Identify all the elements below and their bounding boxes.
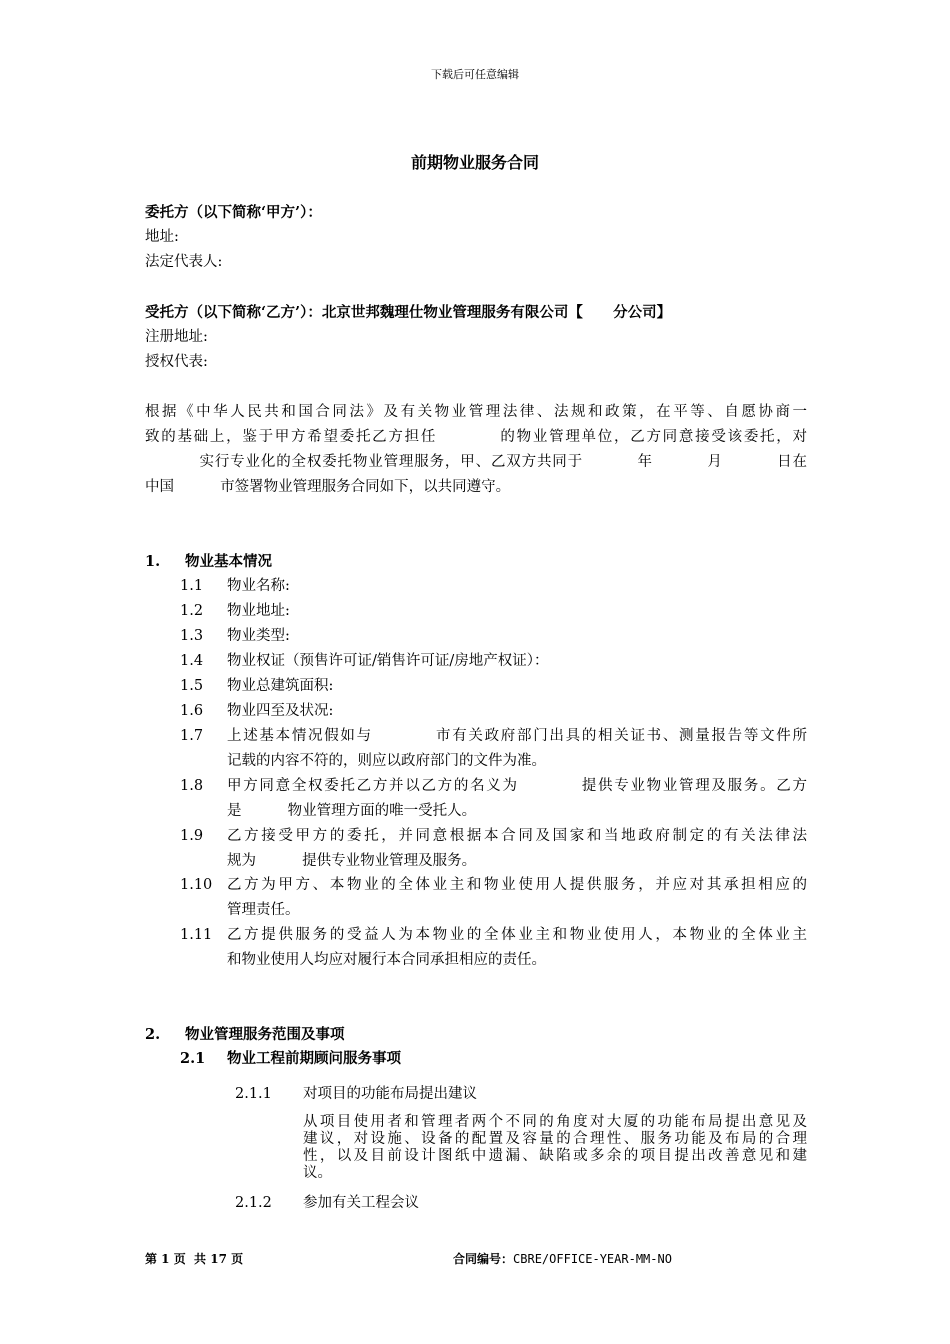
clause-text <box>227 873 807 923</box>
section-2-number: 2. <box>145 1026 161 1043</box>
clause-line: 乙方为甲方、本物业的全体业主和物业使用人提供服务，并应对其承担相应的 <box>227 877 807 893</box>
clause-line: 规为 提供专业物业管理及服务。 <box>227 853 477 869</box>
clause-line: 乙方提供服务的受益人为本物业的全体业主和物业使用人，本物业的全体业主 <box>227 927 807 943</box>
clause-text <box>227 574 807 599</box>
contract-number <box>453 1250 672 1267</box>
clause-number: 1.9 <box>180 828 204 844</box>
party-a-address-label: 地址: <box>145 229 179 245</box>
contract-number-value: CBRE/OFFICE-YEAR-MM-NO <box>513 1252 672 1266</box>
item-body <box>303 1114 807 1182</box>
item-number: 2.1.2 <box>235 1195 272 1211</box>
clause-text <box>227 674 807 699</box>
intro-line: 中国 市签署物业管理服务合同如下，以共同遵守。 <box>145 479 511 495</box>
party-b-heading: 受托方（以下简称‘乙方’）：北京世邦魏理仕物业管理服务有限公司【 分公司】 <box>145 304 672 321</box>
page-header: 下载后可任意编辑 <box>431 68 519 81</box>
party-a-heading: 委托方（以下简称‘甲方’）： <box>145 204 322 221</box>
intro-line: 致的基础上，鉴于甲方希望委托乙方担任 的物业管理单位，乙方同意接受该委托，对 <box>145 429 807 445</box>
item-number: 2.1.1 <box>235 1086 272 1102</box>
clause-line: 物业类型: <box>227 628 290 644</box>
clause-text <box>227 824 807 874</box>
clause-text <box>227 774 807 824</box>
clause-line: 记载的内容不符的，则应以政府部门的文件为准。 <box>227 753 546 769</box>
clause-line: 物业权证（预售许可证/销售许可证/房地产权证）： <box>227 653 549 669</box>
section-1-number: 1. <box>145 553 161 570</box>
clause-text <box>227 599 807 624</box>
clause-line: 上述基本情况假如与 市有关政府部门出具的相关证书、测量报告等文件所 <box>227 728 807 744</box>
clause-line: 物业总建筑面积: <box>227 678 334 694</box>
clause-line: 物业四至及状况: <box>227 703 334 719</box>
item-body-line: 从项目使用者和管理者两个不同的角度对大厦的功能布局提出意见及 <box>303 1114 807 1130</box>
subsection-number: 2.1 <box>180 1050 206 1067</box>
clause-number: 1.11 <box>180 927 213 943</box>
clause-number: 1.4 <box>180 653 204 669</box>
clause-number: 1.5 <box>180 678 204 694</box>
clause-line: 是 物业管理方面的唯一受托人。 <box>227 803 477 819</box>
clause-number: 1.3 <box>180 628 204 644</box>
contract-number-label: 合同编号： <box>453 1252 514 1266</box>
party-b-rep-label: 授权代表: <box>145 354 208 370</box>
subsection-title: 物业工程前期顾问服务事项 <box>227 1050 401 1067</box>
clause-line: 管理责任。 <box>227 902 300 918</box>
page-number: 第 1 页 共 17 页 <box>145 1252 244 1266</box>
clause-line: 物业名称: <box>227 578 290 594</box>
intro-line: 根据《中华人民共和国合同法》及有关物业管理法律、法规和政策，在平等、自愿协商一 <box>145 404 807 420</box>
section-1-title: 物业基本情况 <box>185 553 272 570</box>
clause-text <box>227 923 807 973</box>
clause-text <box>227 699 807 724</box>
item-body-line: 议。 <box>303 1165 332 1181</box>
intro-paragraph <box>145 400 807 500</box>
clause-number: 1.8 <box>180 778 204 794</box>
party-a-rep-label: 法定代表人: <box>145 254 223 270</box>
item-title: 参加有关工程会议 <box>303 1195 419 1211</box>
section-2-title: 物业管理服务范围及事项 <box>185 1026 345 1043</box>
clause-line: 和物业使用人均应对履行本合同承担相应的责任。 <box>227 952 546 968</box>
clause-number: 1.1 <box>180 578 204 594</box>
clause-line: 物业地址: <box>227 603 290 619</box>
clause-text <box>227 724 807 774</box>
clause-line: 甲方同意全权委托乙方并以乙方的名义为 提供专业物业管理及服务。乙方 <box>227 778 807 794</box>
party-b-address-label: 注册地址: <box>145 329 208 345</box>
clause-number: 1.10 <box>180 877 213 893</box>
clause-number: 1.6 <box>180 703 204 719</box>
clause-number: 1.7 <box>180 728 204 744</box>
item-body-line: 建议，对设施、设备的配置及容量的合理性、服务功能及布局的合理 <box>303 1131 807 1147</box>
clause-number: 1.2 <box>180 603 204 619</box>
document-title: 前期物业服务合同 <box>410 153 539 172</box>
clause-text <box>227 624 807 649</box>
item-title: 对项目的功能布局提出建议 <box>303 1086 477 1102</box>
clause-line: 乙方接受甲方的委托，并同意根据本合同及国家和当地政府制定的有关法律法 <box>227 828 807 844</box>
clause-text <box>227 649 807 674</box>
item-body-line: 性，以及目前设计图纸中遗漏、缺陷或多余的项目提出改善意见和建 <box>303 1148 807 1164</box>
intro-line: 实行专业化的全权委托物业管理服务，甲、乙双方共同于 年 月 日在 <box>145 454 807 470</box>
